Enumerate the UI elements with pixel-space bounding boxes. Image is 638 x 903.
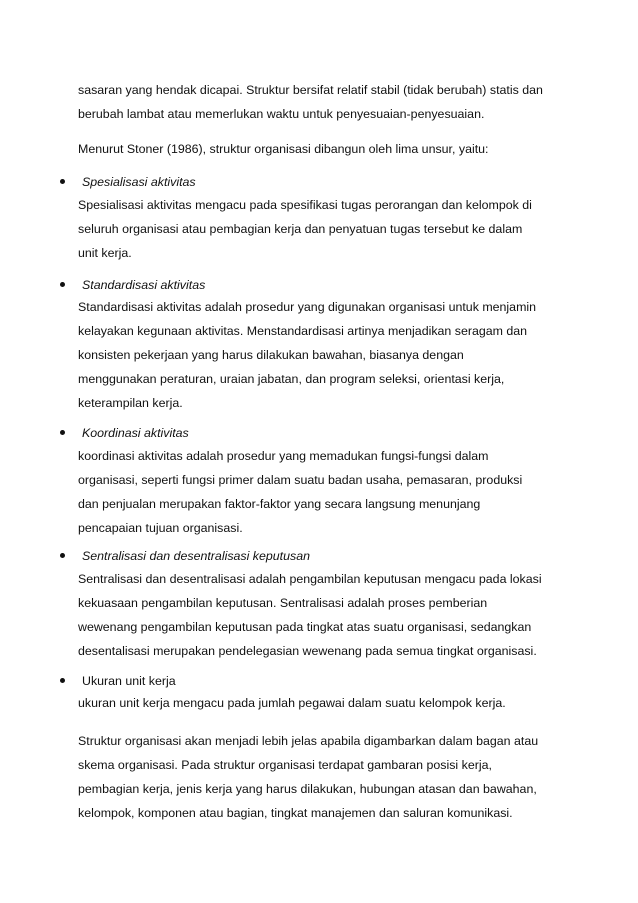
paragraph-line: skema organisasi. Pada struktur organisasi terdapat gambaran posisi kerja,: [78, 758, 492, 772]
paragraph-line: sasaran yang hendak dicapai. Struktur bersifat relatif stabil (tidak berubah) statis dan: [78, 83, 543, 97]
item-description: [78, 444, 578, 540]
paragraph-line: kelayakan kegunaan aktivitas. Menstandardisasi artinya menjadikan seragam dan: [78, 324, 528, 338]
bullet-item-koordinasi: [60, 421, 580, 445]
paragraph-line: unit kerja.: [78, 246, 132, 260]
intro-paragraph: [78, 78, 578, 126]
bullet-icon: [60, 179, 65, 184]
item-description: [78, 567, 578, 663]
paragraph-line: Struktur organisasi akan menjadi lebih jelas apabila digambarkan dalam bagan atau: [78, 734, 539, 748]
bullet-item-sentralisasi: [60, 544, 580, 568]
item-description: [78, 295, 578, 415]
bullet-item-spesialisasi: [60, 170, 580, 194]
paragraph-line: berubah lambat atau memerlukan waktu untuk penyesuaian-penyesuaian.: [78, 107, 485, 121]
paragraph-line: ukuran unit kerja mengacu pada jumlah pegawai dalam suatu kelompok kerja.: [78, 696, 506, 710]
paragraph-line: menggunakan peraturan, uraian jabatan, dan program seleksi, orientasi kerja,: [78, 372, 505, 386]
bullet-icon: [60, 553, 65, 558]
bullet-title: Sentralisasi dan desentralisasi keputusan: [82, 549, 310, 563]
paragraph-line: koordinasi aktivitas adalah prosedur yang memadukan fungsi-fungsi dalam: [78, 449, 489, 463]
closing-paragraph: [78, 729, 578, 825]
bullet-title: Spesialisasi aktivitas: [82, 175, 196, 189]
paragraph-line: Standardisasi aktivitas adalah prosedur yang digunakan organisasi untuk menjamin: [78, 300, 537, 314]
paragraph-line: Menurut Stoner (1986), struktur organisasi dibangun oleh lima unsur, yaitu:: [78, 142, 489, 156]
item-description: [78, 691, 578, 715]
bullet-title: Standardisasi aktivitas: [82, 278, 206, 292]
stoner-paragraph: [78, 137, 578, 161]
paragraph-line: konsisten pekerjaan yang harus dilakukan bawahan, biasanya dengan: [78, 348, 464, 362]
bullet-title: Koordinasi aktivitas: [82, 426, 189, 440]
paragraph-line: organisasi, seperti fungsi primer dalam suatu badan usaha, pemasaran, produksi: [78, 473, 523, 487]
paragraph-line: desentalisasi merupakan pendelegasian wewenang pada semua tingkat organisasi.: [78, 644, 537, 658]
bullet-title: Ukuran unit kerja: [82, 674, 176, 688]
paragraph-line: keterampilan kerja.: [78, 396, 183, 410]
paragraph-line: wewenang pengambilan keputusan pada tingkat atas suatu organisasi, sedangkan: [78, 620, 532, 634]
bullet-item-ukuran: [60, 669, 580, 693]
paragraph-line: dan penjualan merupakan faktor-faktor yang secara langsung menunjang: [78, 497, 481, 511]
bullet-icon: [60, 282, 65, 287]
item-description: [78, 193, 578, 265]
paragraph-line: pencapaian tujuan organisasi.: [78, 521, 243, 535]
paragraph-line: kelompok, komponen atau bagian, tingkat manajemen dan saluran komunikasi.: [78, 806, 513, 820]
paragraph-line: kekuasaan pengambilan keputusan. Sentralisasi adalah proses pemberian: [78, 596, 488, 610]
paragraph-line: pembagian kerja, jenis kerja yang harus dilakukan, hubungan atasan dan bawahan,: [78, 782, 537, 796]
bullet-icon: [60, 678, 65, 683]
paragraph-line: Sentralisasi dan desentralisasi adalah pengambilan keputusan mengacu pada lokasi: [78, 572, 542, 586]
bullet-item-standardisasi: [60, 273, 580, 297]
paragraph-line: Spesialisasi aktivitas mengacu pada spesifikasi tugas perorangan dan kelompok di: [78, 198, 532, 212]
paragraph-line: seluruh organisasi atau pembagian kerja dan penyatuan tugas tersebut ke dalam: [78, 222, 523, 236]
bullet-icon: [60, 430, 65, 435]
